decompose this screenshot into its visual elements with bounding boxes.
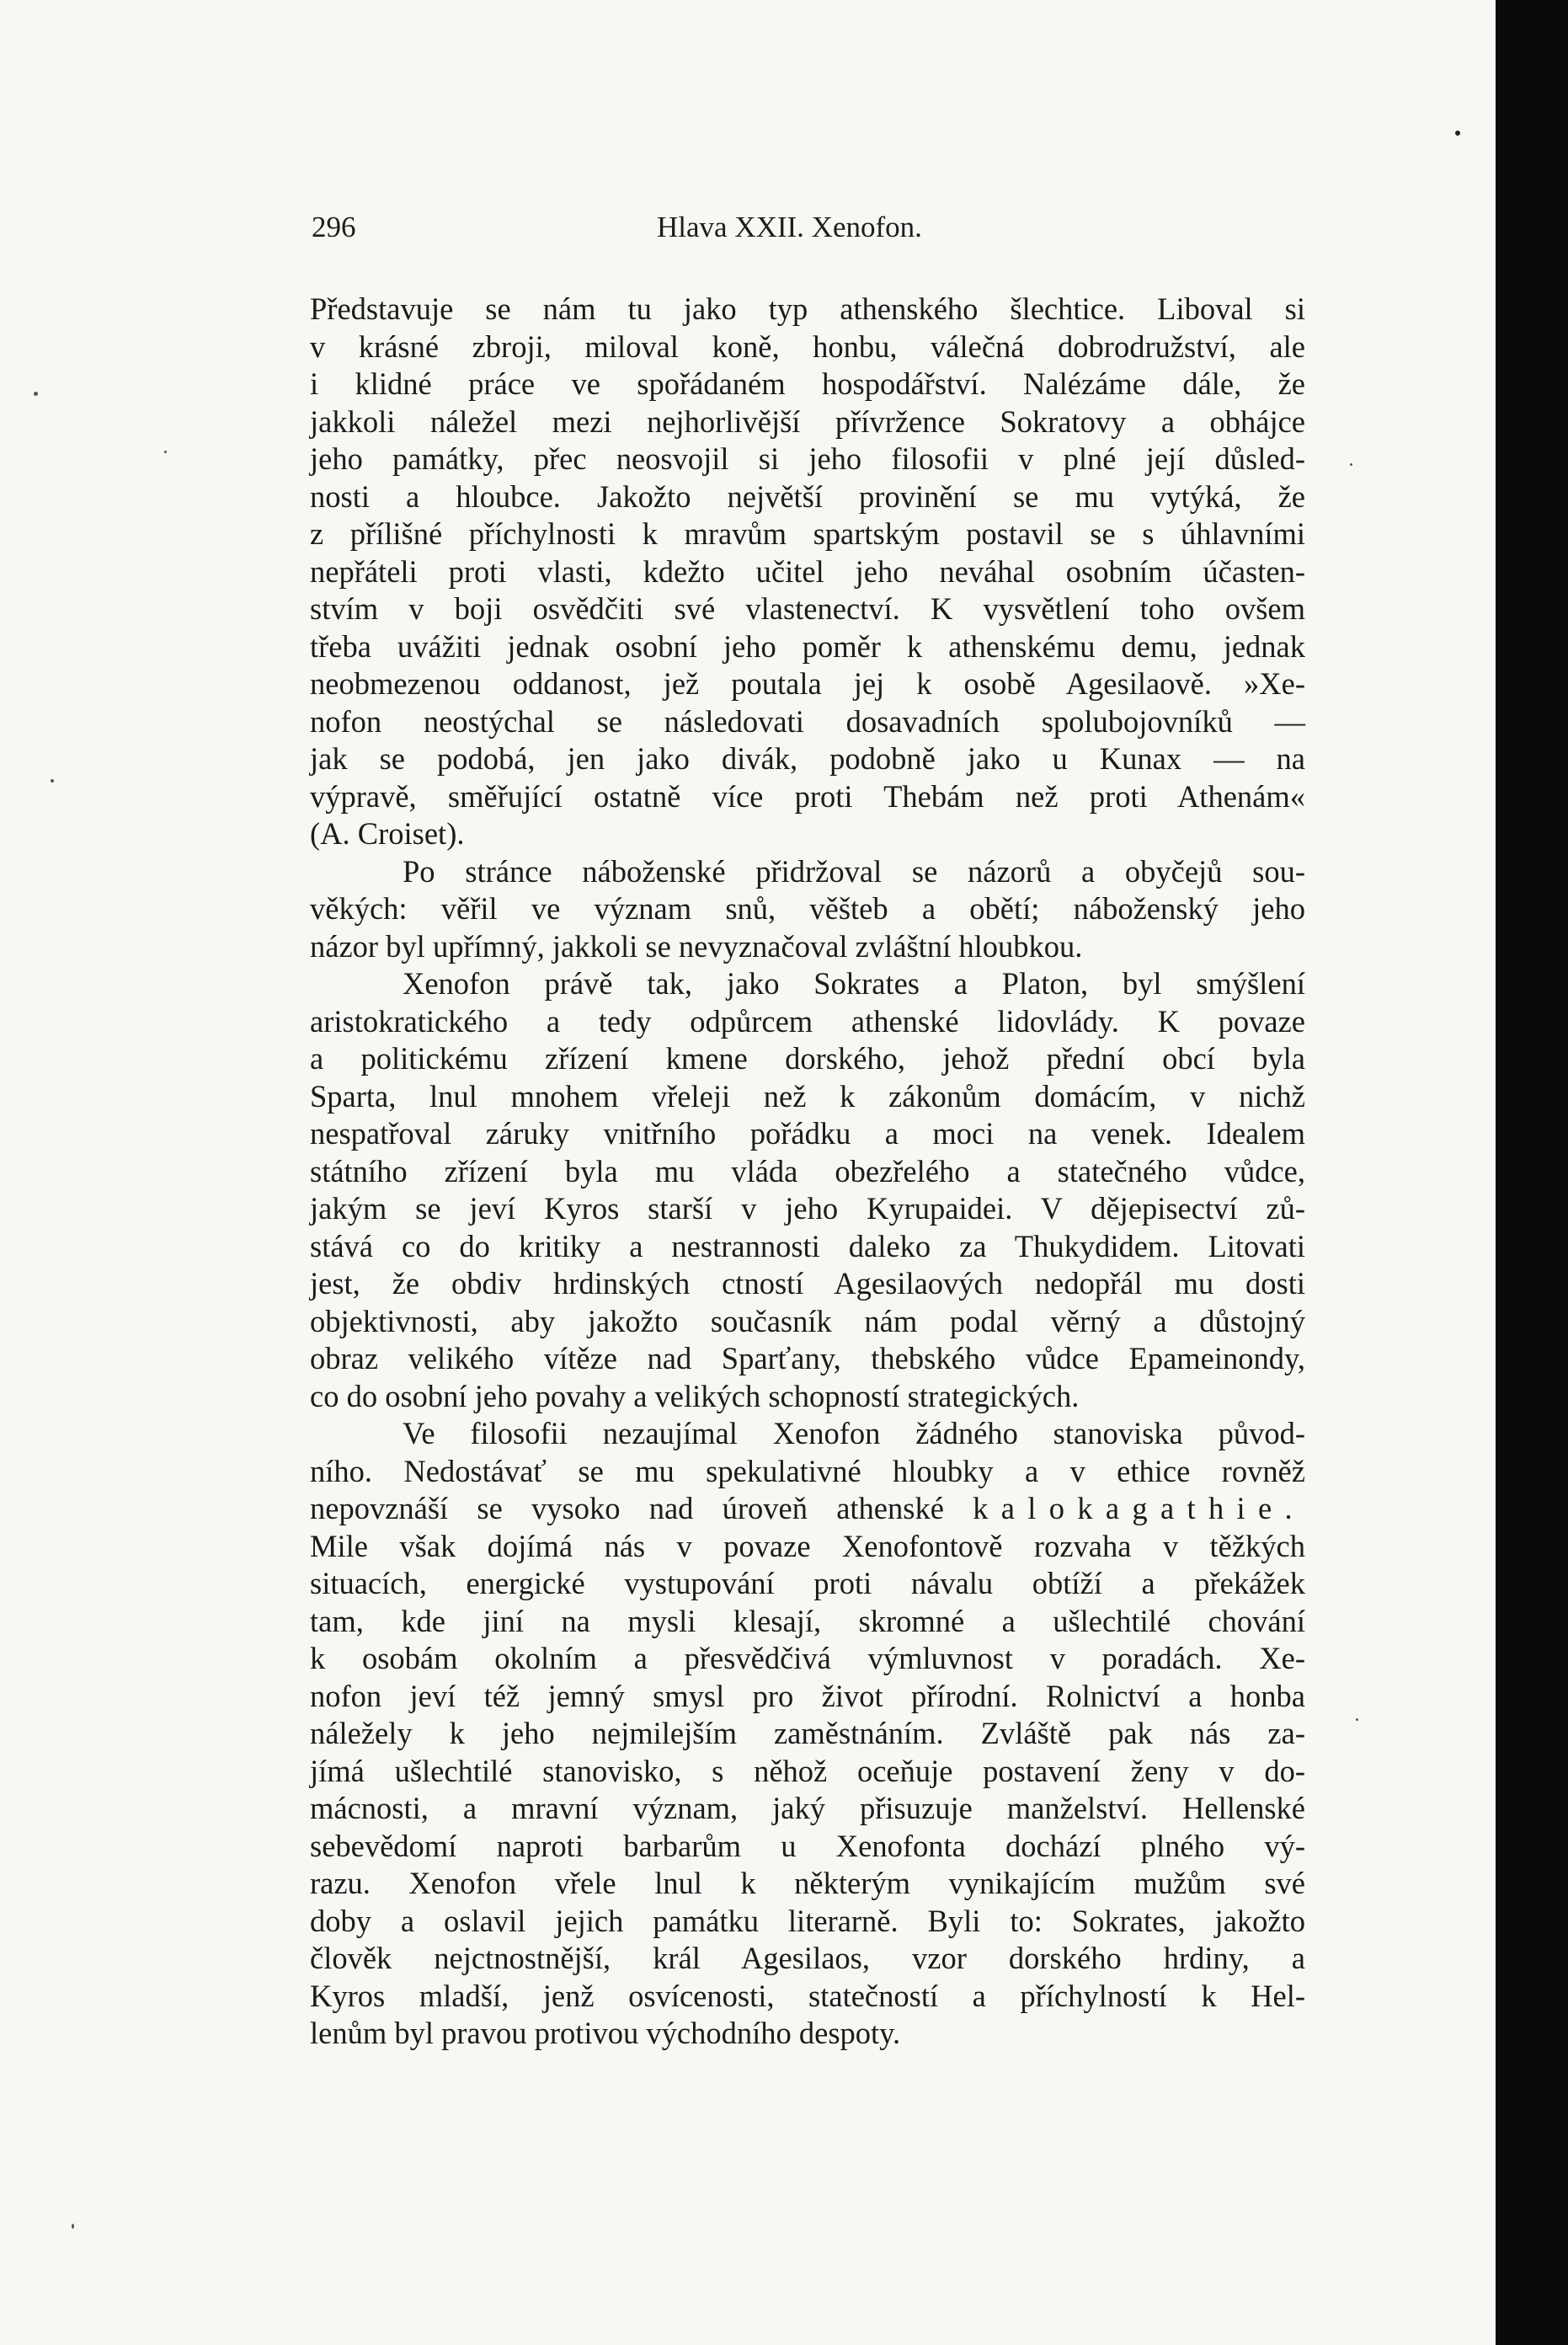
scan-speck <box>72 2224 74 2229</box>
text-line: nosti a hloubce. Jakožto největší provinění se mu vytýká, že <box>310 478 1305 514</box>
text-line: Po stránce náboženské přidržoval se názorů a obyčejů sou- <box>403 853 1305 889</box>
text-line: člověk nejctnostnější, král Agesilaos, vzor dorského hrdiny, a <box>310 1941 1305 1975</box>
text-line: stvím v boji osvědčiti své vlastenectví. K vysvětlení toho ovšem <box>310 591 1305 626</box>
text-line: jak se podobá, jen jako divák, podobně jako u Kunax — na <box>310 741 1305 776</box>
text-line: obraz velikého vítěze nad Sparťany, thebského vůdce Epameinondy, <box>310 1341 1305 1375</box>
scan-speck <box>1350 463 1352 466</box>
text-line: co do osobní jeho povahy a velikých schopností strategických. <box>310 1378 1080 1413</box>
text-line: jest, že obdiv hrdinských ctností Agesilaových nedopřál mu dosti <box>310 1266 1305 1301</box>
text-line: Sparta, lnul mnohem vřeleji než k zákonům domácím, v nichž <box>310 1078 1305 1114</box>
text-line: názor byl upřímný, jakkoli se nevyznačoval zvláštní hloubkou. <box>310 928 1083 964</box>
scan-speck <box>51 779 54 783</box>
text-line: k osobám okolním a přesvědčivá výmluvnost v poradách. Xe- <box>310 1641 1305 1675</box>
scan-speck <box>34 392 38 396</box>
scan-speck <box>1455 131 1460 136</box>
text-line: jakkoli náležel mezi nejhorlivější přívržence Sokratovy a obhájce <box>310 403 1305 439</box>
text-line: aristokratického a tedy odpůrcem athenské lidovlády. K povaze <box>310 1003 1305 1039</box>
running-head: Hlava XXII. Xenofon. <box>657 211 922 243</box>
text-line: nepřáteli proti vlasti, kdežto učitel jeho neváhal osobním účasten- <box>310 553 1305 589</box>
text-line: výpravě, směřující ostatně více proti Thebám než proti Athenám« <box>310 778 1305 814</box>
text-line: Kyros mladší, jenž osvícenosti, statečností a příchylností k Hel- <box>310 1978 1305 2013</box>
text-line: mácnosti, a mravní význam, jaký přisuzuje manželství. Hellenské <box>310 1791 1305 1825</box>
scan-speck <box>1356 1718 1358 1721</box>
paragraph-2 <box>310 853 1305 966</box>
text-line: třeba uvážiti jednak osobní jeho poměr k athenskému demu, jednak <box>310 628 1305 664</box>
text-line: náležely k jeho nejmilejším zaměstnáním. Zvláště pak nás za- <box>310 1716 1305 1750</box>
page-number: 296 <box>312 211 356 243</box>
emphasized-term: kalokagathie. <box>973 1491 1305 1525</box>
body-text <box>310 291 1305 2053</box>
text-line: razu. Xenofon vřele lnul k některým vynikajícím mužům své <box>310 1866 1305 1900</box>
text-line: nofon jeví též jemný smysl pro život přírodní. Rolnictví a honba <box>310 1678 1305 1713</box>
text-line: neobmezenou oddanost, jež poutala jej k osobě Agesilaově. »Xe- <box>310 666 1305 701</box>
text-line: jeho památky, přec neosvojil si jeho filosofii v plné její důsled- <box>310 441 1305 476</box>
text-line: situacích, energické vystupování proti návalu obtíží a překážek <box>310 1566 1305 1600</box>
text-line: doby a oslavil jejich památku literarně. Byli to: Sokrates, jakožto <box>310 1903 1305 1938</box>
paragraph-3 <box>310 965 1305 1415</box>
paragraph-4 <box>310 1415 1305 2053</box>
text-line: stává co do kritiky a nestrannosti daleko za Thukydidem. Litovati <box>310 1228 1305 1263</box>
text-line: Mile však dojímá nás v povaze Xenofontově rozvaha v těžkých <box>310 1528 1305 1563</box>
scan-speck <box>164 451 167 453</box>
text-segment: nepovznáší se vysoko nad úroveň athenské <box>310 1491 944 1525</box>
text-line: objektivnosti, aby jakožto současník nám podal věrný a důstojný <box>310 1303 1305 1338</box>
text-line: a politickému zřízení kmene dorského, jehož přední obcí byla <box>310 1041 1305 1076</box>
text-line: z přílišné příchylnosti k mravům spartským postavil se s úhlavními <box>310 516 1305 551</box>
scan-edge <box>1496 0 1568 2345</box>
paragraph-1 <box>310 291 1305 853</box>
text-line: sebevědomí naproti barbarům u Xenofonta dochází plného vý- <box>310 1828 1305 1863</box>
text-line: nofon neostýchal se následovati dosavadních spolubojovníků — <box>310 703 1305 739</box>
text-line: státního zřízení byla mu vláda obezřelého a statečného vůdce, <box>310 1153 1305 1189</box>
text-line: Představuje se nám tu jako typ athenského šlechtice. Liboval si <box>310 291 1305 326</box>
text-line <box>310 1490 1305 1528</box>
text-line: v krásné zbroji, miloval koně, honbu, válečná dobrodružství, ale <box>310 329 1305 364</box>
text-line: ního. Nedostávať se mu spekulativné hloubky a v ethice rovněž <box>310 1453 1305 1488</box>
text-line: tam, kde jiní na mysli klesají, skromné a ušlechtilé chování <box>310 1603 1305 1638</box>
text-line: jímá ušlechtilé stanovisko, s něhož oceňuje postavení ženy v do- <box>310 1753 1305 1788</box>
text-line: jakým se jeví Kyros starší v jeho Kyrupaidei. V dějepisectví zů- <box>310 1191 1305 1226</box>
text-line: i klidné práce ve spořádaném hospodářství. Nalézáme dále, že <box>310 366 1305 401</box>
text-line: věkých: věřil ve význam snů, věšteb a obětí; náboženský jeho <box>310 891 1305 926</box>
text-line: lenům byl pravou protivou východního despoty. <box>310 2016 901 2050</box>
text-line: (A. Croiset). <box>310 816 465 851</box>
text-line: nespatřoval záruky vnitřního pořádku a moci na venek. Idealem <box>310 1116 1305 1151</box>
page-header <box>312 211 1305 253</box>
text-line: Xenofon právě tak, jako Sokrates a Platon, byl smýšlení <box>403 966 1305 1001</box>
text-line: Ve filosofii nezaujímal Xenofon žádného stanoviska původ- <box>403 1416 1305 1450</box>
